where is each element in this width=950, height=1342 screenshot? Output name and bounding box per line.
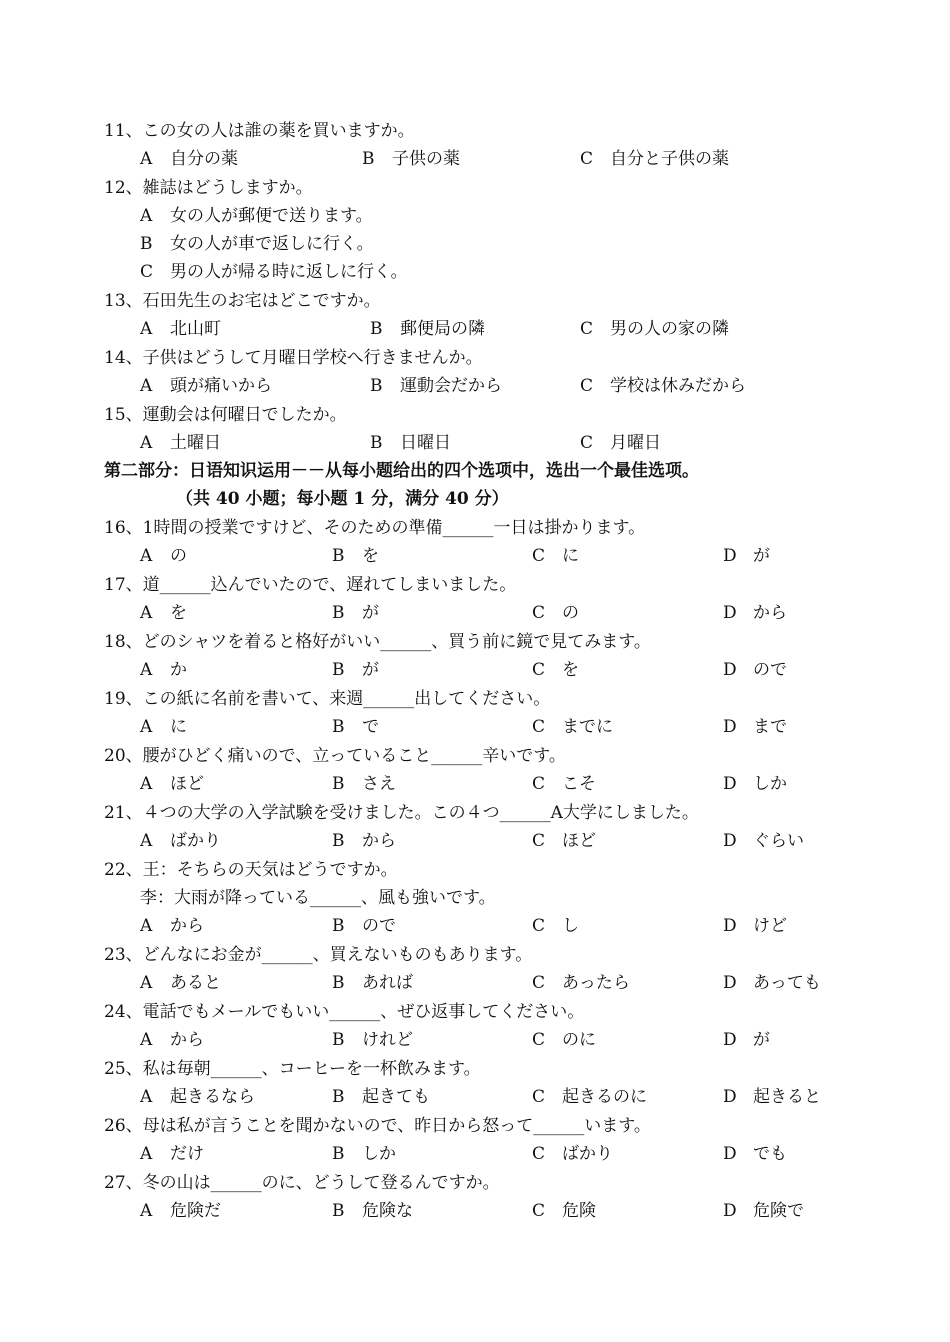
option-c: C 起きるのに [532,1087,647,1107]
options-25 [140,1086,900,1108]
options-14 [140,375,900,397]
option-c: C までに [532,717,613,737]
option-a: A か [140,660,187,680]
options-18 [140,659,900,681]
options-17 [140,602,900,624]
question-22-line2: 李：大雨が降っている______、風も強いです。 [140,888,496,908]
question-24: 24、電話でもメールでもいい______、ぜひ返事してください。 [104,1002,585,1022]
option-d: D しか [723,774,787,794]
option-b: B 日曜日 [370,433,451,453]
question-15: 15、運動会は何曜日でしたか。 [104,405,347,425]
question-21: 21、４つの大学の入学試験を受けました。この４つ______A大学にしました。 [104,803,699,823]
option-a: A 土曜日 [140,433,221,453]
question-13: 13、石田先生のお宅はどこですか。 [104,291,381,311]
option-d: D 危険で [723,1201,804,1221]
option-c: C 男の人の家の隣 [580,319,729,339]
option-a: A から [140,916,204,936]
option-d: D あっても [723,973,821,993]
option-c: C のに [532,1030,596,1050]
option-b: B 運動会だから [370,376,502,396]
option-b: B で [332,717,379,737]
option-b: B ので [332,916,396,936]
option-c: C 学校は休みだから [580,376,746,396]
option-b: B 起きても [332,1087,430,1107]
option-c: C あったら [532,973,630,993]
question-25: 25、私は毎朝______、コーヒーを一杯飲みます。 [104,1059,481,1079]
option-c: C 自分と子供の薬 [580,149,729,169]
option-a: A ほど [140,774,204,794]
option-a: A 頭が痛いから [140,376,272,396]
option-c: C 月曜日 [580,433,661,453]
option-a: A ばかり [140,831,221,851]
option-b: B 危険な [332,1201,413,1221]
options-13 [140,318,900,340]
option-c: C 男の人が帰る時に返しに行く。 [140,262,408,282]
option-c: C 危険 [532,1201,596,1221]
option-c: C こそ [532,774,596,794]
option-c: C ばかり [532,1144,613,1164]
option-a: A を [140,603,187,623]
option-d: D ので [723,660,787,680]
options-23 [140,972,900,994]
option-d: D けど [723,916,787,936]
option-a: A の [140,546,187,566]
option-d: D 起きると [723,1087,821,1107]
option-b: B が [332,603,379,623]
option-a: A から [140,1030,204,1050]
question-23: 23、どんなにお金が______、買えないものもあります。 [104,945,533,965]
option-a: A あると [140,973,221,993]
option-a: A に [140,717,187,737]
question-20: 20、腰がひどく痛いので、立っていること______辛いです。 [104,746,566,766]
option-c: C を [532,660,579,680]
option-a: A 起きるなら [140,1087,255,1107]
question-26: 26、母は私が言うことを聞かないので、昨日から怒って______います。 [104,1116,651,1136]
option-b: B 子供の薬 [362,149,460,169]
options-22 [140,915,900,937]
option-d: D でも [723,1144,787,1164]
question-19: 19、この紙に名前を書いて、来週______出してください。 [104,689,551,709]
option-c: C の [532,603,579,623]
option-b: B あれば [332,973,413,993]
question-12: 12、雑誌はどうしますか。 [104,178,313,198]
option-c: C に [532,546,579,566]
option-b: B 郵便局の隣 [370,319,485,339]
question-14: 14、子供はどうして月曜日学校へ行きませんか。 [104,348,483,368]
question-27: 27、冬の山は______のに、どうして登るんですか。 [104,1173,500,1193]
option-a: A 自分の薬 [140,149,238,169]
question-18: 18、どのシャツを着ると格好がいい______、買う前に鏡で見てみます。 [104,632,651,652]
options-20 [140,773,900,795]
options-16 [140,545,900,567]
option-c: C し [532,916,579,936]
option-d: D から [723,603,787,623]
option-d: D が [723,1030,770,1050]
option-b: B しか [332,1144,396,1164]
options-11 [140,148,900,170]
options-26 [140,1143,900,1165]
options-21 [140,830,900,852]
section-subtitle: （共 40 小题；每小题 1 分，满分 40 分） [176,489,509,509]
question-17: 17、道______込んでいたので、遅れてしまいました。 [104,575,517,595]
option-d: D まで [723,717,787,737]
options-19 [140,716,900,738]
question-11: 11、この女の人は誰の薬を買いますか。 [104,121,415,141]
option-a: A 女の人が郵便で送ります。 [140,206,373,226]
option-b: B が [332,660,379,680]
option-b: B から [332,831,396,851]
section-title: 第二部分：日语知识运用－－从每小题给出的四个选项中，选出一个最佳选项。 [104,461,699,481]
options-24 [140,1029,900,1051]
option-d: D が [723,546,770,566]
question-16: 16、1時間の授業ですけど、そのための準備______一日は掛かります。 [104,518,646,538]
option-a: A だけ [140,1144,204,1164]
question-22: 22、王：そちらの天気はどうですか。 [104,860,398,880]
option-c: C ほど [532,831,596,851]
options-27 [140,1200,900,1222]
option-a: A 危険だ [140,1201,221,1221]
option-b: B さえ [332,774,396,794]
option-b: B 女の人が車で返しに行く。 [140,234,374,254]
option-d: D ぐらい [723,831,804,851]
option-b: B を [332,546,379,566]
option-b: B けれど [332,1030,413,1050]
option-a: A 北山町 [140,319,221,339]
options-15 [140,432,900,454]
